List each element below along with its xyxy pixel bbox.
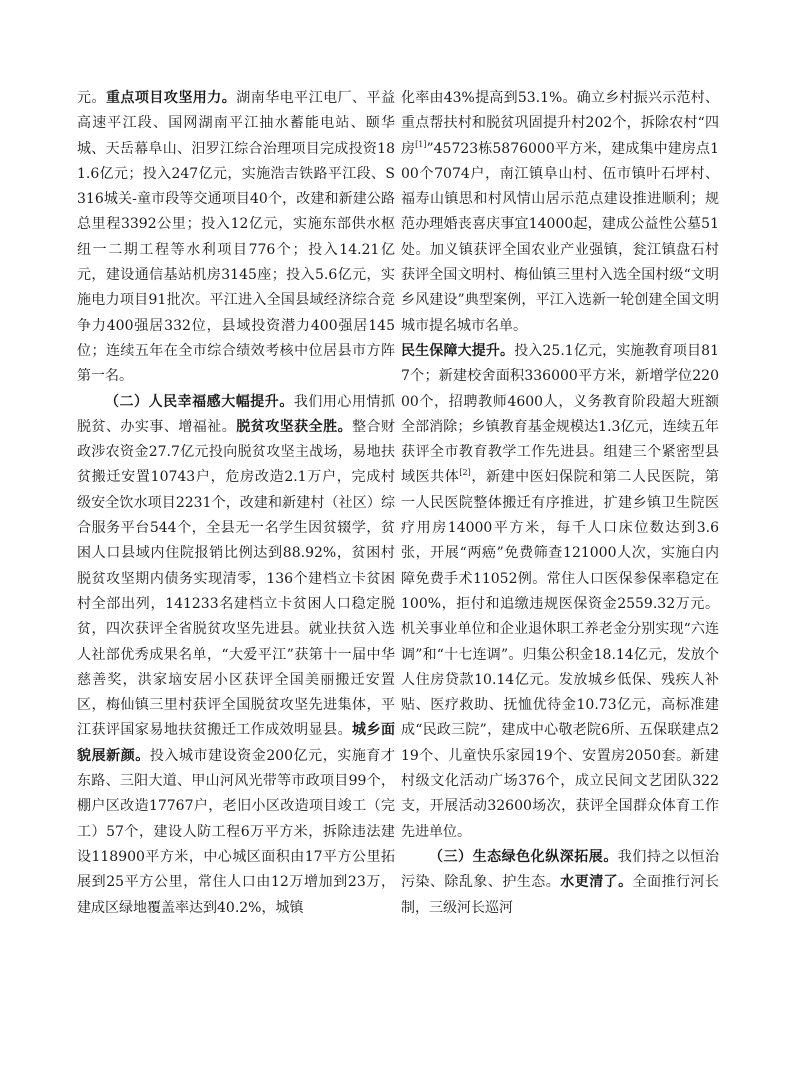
- bold-heading-urban-rural: 城乡面貌展新颜。: [77, 722, 395, 764]
- right-column: [401, 86, 719, 921]
- bold-heading-water: 水更清了。: [560, 874, 633, 891]
- paragraph-people-happiness: [77, 390, 395, 921]
- bold-heading-livelihood: 民生保障大提升。: [401, 342, 515, 359]
- text-span: 元。: [77, 90, 106, 106]
- paragraph-ecology: [401, 845, 719, 921]
- text-span: 投入城市建设资金200亿元，实施育才东路、三阳大道、甲山河风光带等市政项目99个，棚户区改造17767户，老旧小区改造项目竣工（完工）57个，建设人防工程6万平方米，拆除违法建设118900平方米，中心城区面积由17平方公里拓展到25平方公里，常住人口由12万增加到23万，建成区绿地覆盖率达到40.2%，城镇: [77, 747, 395, 916]
- paragraph-livelihood: [401, 339, 719, 845]
- section-heading-3: （三）生态绿色化纵深拓展。: [429, 848, 618, 865]
- text-span: 全面推行河长制，三级河长巡河: [401, 874, 720, 916]
- bold-heading-poverty: 脱贫攻坚获全胜。: [236, 418, 353, 435]
- text-span: ”45723栋5876000平方米，建成集中建房点100个7074户，南江镇阜山村、伍市镇叶石坪村、福寿山镇思和村风情山居示范点建设推进顺利；规范办理婚丧喜庆事宜14000起，建成公益性公墓51处。加义镇获评全国农业产业强镇，瓮江镇盘石村获评全国文明村、梅仙镇三里村入选全国村级“文明乡风建设”典型案例，平江入选新一轮创建全国文明城市提名城市名单。: [401, 140, 720, 334]
- footnote-marker-1: [1]: [415, 139, 427, 149]
- text-span: 我们持之以恒治污染、除乱象、护生态。: [401, 848, 720, 891]
- text-span: ，新建中医妇保院和第二人民医院，第一人民医院整体搬迁有序推进，扩建乡镇卫生院医疗用房14000平方米，每千人口床位数达到3.6张，开展“两癌”免费筛查121000人次，实施白内障免费手术11052例。常住人口医保参保率稳定在100%，拒付和追缴违规医保资金2559.32万元。机关事业单位和企业退休职工养老金分别实现“六连调”和“十七连调”。归集公积金18.14亿元，发放个人住房贷款10.14亿元。发放城乡低保、残疾人补贴、医疗救助、抚恤优待金10.73亿元，高标准建成“民政三院”，建成中心敬老院6所、五保联建点219个、儿童快乐家园19个、安置房2050套。新建村级文化活动广场376个，成立民间文艺团队322支，开展活动32600场次，获评全国群众体育工作先进单位。: [401, 469, 720, 840]
- bold-heading-key-projects: 重点项目攻坚用力。: [105, 90, 237, 106]
- section-heading-2: （二）人民幸福感大幅提升。: [105, 393, 294, 410]
- text-span: 化率由43%提高到53.1%。确立乡村振兴示范村、重点帮扶村和脱贫巩固提升村202个，拆除农村“四房: [401, 90, 719, 157]
- text-span: 我们用心用情抓脱贫、办实事、增福祉。: [77, 393, 396, 435]
- paragraph-rural-revitalization: [401, 86, 719, 339]
- text-span: 投入25.1亿元，实施教育项目817个；新建校舍面积336000平方米，新增学位22000个，招聘教师4600人，义务教育阶段超大班额全部消除；乡镇教育基金规模达1.3亿元，连续五年获评全市教育教学工作先进县。组建三个紧密型县域医共体: [401, 342, 719, 486]
- left-column: [77, 86, 395, 921]
- footnote-marker-2: [2]: [459, 468, 471, 478]
- text-span: 整合财政涉农资金27.7亿元投向脱贫攻坚主战场，易地扶贫搬迁安置10743户，危房改造2.1万户，完成村级安全饮水项目2231个，改建和新建村（社区）综合服务平台544个，全县无一名学生因贫辍学，贫困人口县域内住院报销比例达到88.92%，贫困村脱贫攻坚期内债务实现清零，136个建档立卡贫困村全部出列，141233名建档立卡贫困人口稳定脱贫，四次获评全省脱贫攻坚先进县。就业扶贫入选人社部优秀成果名单，“大爱平江”获第十一届中华慈善奖，洪家垴安居小区获评全国美丽搬迁安置区，梅仙镇三里村获评全国脱贫攻坚先进集体，平江获评国家易地扶贫搬迁工作成效明显县。: [77, 418, 396, 739]
- paragraph-key-projects: [77, 86, 395, 390]
- text-span: 湖南华电平江电厂、平益高速平江段、国网湖南平江抽水蓄能电站、颐华城、天岳幕阜山、汨罗江综合治理项目完成投资181.6亿元；投入247亿元，实施浩吉铁路平江段、S316城关-童市段等交通项目40个，改建和新建公路总里程3392公里；投入12亿元，实施东部供水枢纽一二期工程等水利项目776个；投入14.21亿元，建设通信基站机房3145座；投入5.6亿元，实施电力项目91批次。平江进入全国县域经济综合竞争力400强居332位，县域投资潜力400强居145位；连续五年在全市综合绩效考核中位居县市方阵第一名。: [77, 90, 396, 385]
